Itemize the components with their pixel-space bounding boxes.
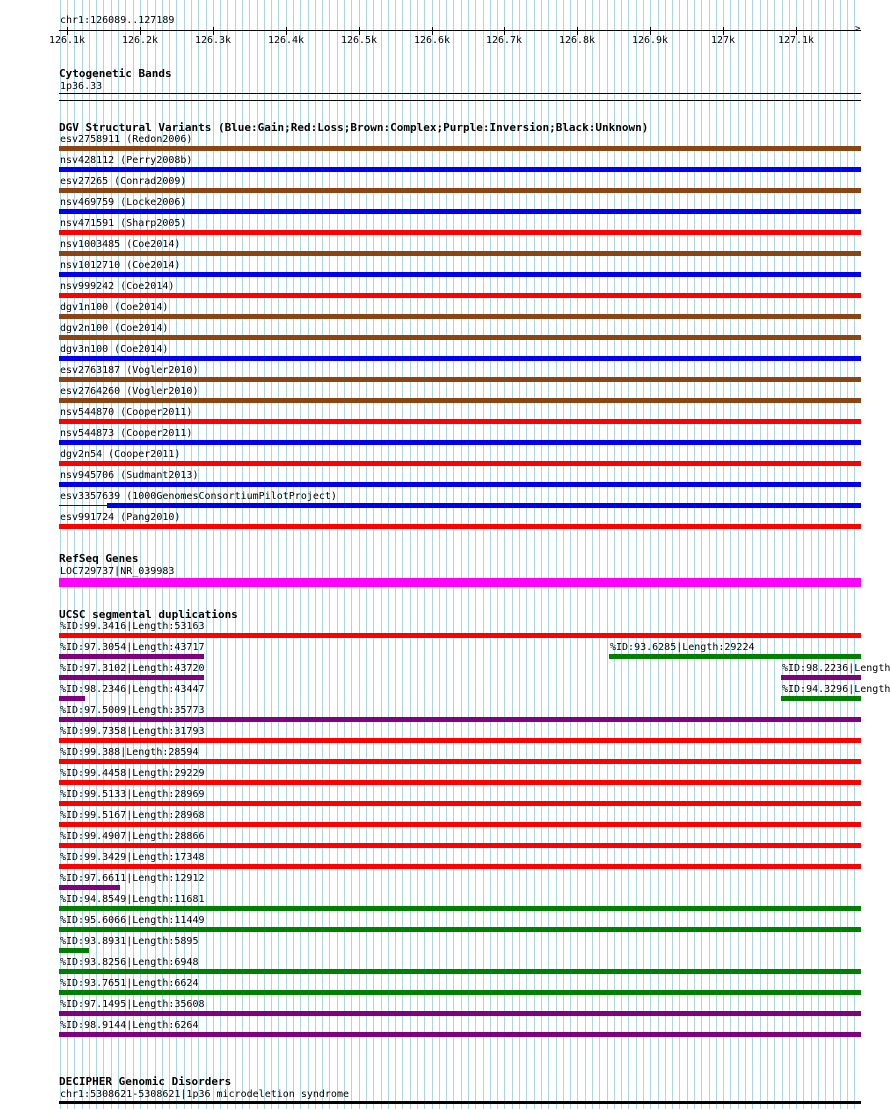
dgv-item-bar[interactable] [59, 167, 861, 172]
ruler-tick [359, 27, 360, 35]
segdup-item-bar[interactable] [59, 822, 861, 827]
ruler-tick [286, 27, 287, 35]
dgv-item-label[interactable]: nsv469759 (Locke2006) [60, 197, 187, 208]
dgv-item-lead-line [59, 505, 107, 506]
dgv-item-label[interactable]: nsv544873 (Cooper2011) [60, 428, 193, 439]
dgv-item-label[interactable]: esv3357639 (1000GenomesConsortiumPilotProject) [60, 491, 337, 502]
ruler-tick-label: 126.1k [48, 35, 86, 46]
refseq-gene-label[interactable]: LOC729737|NR_039983 [60, 566, 175, 577]
segdup-item-label[interactable]: %ID:94.3296|Length [782, 684, 890, 695]
segdup-item-label[interactable]: %ID:97.6611|Length:12912 [60, 873, 205, 884]
segdup-item-label[interactable]: %ID:97.1495|Length:35608 [60, 999, 205, 1010]
segdup-item-bar[interactable] [59, 780, 861, 785]
ruler-tick [577, 27, 578, 35]
segdup-item-bar[interactable] [59, 969, 861, 974]
segdup-item-label[interactable]: %ID:99.7358|Length:31793 [60, 726, 205, 737]
decipher-track-title: DECIPHER Genomic Disorders [59, 1075, 232, 1088]
dgv-item-bar[interactable] [59, 482, 861, 487]
cytoband-track-title: Cytogenetic Bands [59, 67, 172, 80]
dgv-item-label[interactable]: dgv3n100 (Coe2014) [60, 344, 169, 355]
ruler-tick-label: 126.8k [558, 35, 596, 46]
dgv-item-label[interactable]: dgv1n100 (Coe2014) [60, 302, 169, 313]
dgv-item-bar[interactable] [59, 398, 861, 403]
dgv-track-title: DGV Structural Variants (Blue:Gain;Red:Loss;Brown:Complex;Purple:Inversion;Black:Unknown) [59, 121, 649, 134]
dgv-item-bar[interactable] [59, 251, 861, 256]
ruler-tick-label: 126.4k [267, 35, 305, 46]
dgv-item-label[interactable]: nsv1012710 (Coe2014) [60, 260, 181, 271]
ruler-tick-label: 126.3k [194, 35, 232, 46]
ruler-tick [140, 27, 141, 35]
segdup-item-bar[interactable] [59, 843, 861, 848]
ruler-tick [67, 27, 68, 35]
segdup-item-label[interactable]: %ID:98.9144|Length:6264 [60, 1020, 199, 1031]
cytoband-label[interactable]: 1p36.33 [60, 81, 103, 92]
dgv-item-bar[interactable] [59, 146, 861, 151]
ruler-tick [650, 27, 651, 35]
segdup-item-label[interactable]: %ID:97.3102|Length:43720 [60, 663, 205, 674]
dgv-item-bar[interactable] [59, 524, 861, 529]
ruler-tick [432, 27, 433, 35]
dgv-item-label[interactable]: nsv1003485 (Coe2014) [60, 239, 181, 250]
dgv-item-label[interactable]: esv991724 (Pang2010) [60, 512, 181, 523]
dgv-item-bar[interactable] [59, 314, 861, 319]
dgv-item-label[interactable]: esv2758911 (Redon2006) [60, 134, 193, 145]
segdup-item-label[interactable]: %ID:98.2236|Length [782, 663, 890, 674]
dgv-item-bar[interactable] [59, 335, 861, 340]
ruler-tick-label: 126.6k [413, 35, 451, 46]
dgv-item-bar[interactable] [59, 209, 861, 214]
dgv-item-label[interactable]: nsv544870 (Cooper2011) [60, 407, 193, 418]
dgv-item-bar[interactable] [59, 293, 861, 298]
dgv-item-bar[interactable] [59, 188, 861, 193]
segdup-item-label[interactable]: %ID:97.5009|Length:35773 [60, 705, 205, 716]
dgv-item-label[interactable]: dgv2n54 (Cooper2011) [60, 449, 181, 460]
segdup-item-bar[interactable] [59, 906, 861, 911]
segdup-item-bar[interactable] [59, 654, 204, 659]
dgv-item-bar[interactable] [59, 440, 861, 445]
dgv-item-bar[interactable] [59, 272, 861, 277]
decipher-bar[interactable] [59, 1101, 861, 1104]
decipher-item-label[interactable]: chr1:5308621-5308621|1p36 microdeletion syndrome [60, 1089, 349, 1100]
segdup-item-bar[interactable] [781, 696, 861, 701]
dgv-item-label[interactable]: esv2763187 (Vogler2010) [60, 365, 199, 376]
segdup-item-bar[interactable] [781, 675, 861, 680]
refseq-track-title: RefSeq Genes [59, 552, 139, 565]
dgv-item-label[interactable]: nsv471591 (Sharp2005) [60, 218, 187, 229]
ruler-axis-line [59, 30, 861, 31]
segdup-item-label[interactable]: %ID:99.4907|Length:28866 [60, 831, 205, 842]
refseq-gene-bar[interactable] [59, 578, 861, 587]
segdup-track-title: UCSC segmental duplications [59, 608, 238, 621]
dgv-item-bar[interactable] [59, 419, 861, 424]
segdup-item-label[interactable]: %ID:99.5167|Length:28968 [60, 810, 205, 821]
ruler-tick-label: 126.5k [340, 35, 378, 46]
dgv-item-bar[interactable] [59, 230, 861, 235]
cytoband-underline [59, 100, 861, 101]
ruler-tick [504, 27, 505, 35]
segdup-item-label[interactable]: %ID:98.2346|Length:43447 [60, 684, 205, 695]
ruler-tick [723, 27, 724, 35]
dgv-item-label[interactable]: nsv428112 (Perry2008b) [60, 155, 193, 166]
ruler-tick-label: 127k [710, 35, 736, 46]
segdup-item-bar[interactable] [59, 801, 861, 806]
segdup-item-bar[interactable] [59, 1011, 861, 1016]
dgv-item-label[interactable]: dgv2n100 (Coe2014) [60, 323, 169, 334]
dgv-item-label[interactable]: nsv999242 (Coe2014) [60, 281, 175, 292]
ruler-tick [796, 27, 797, 35]
dgv-item-bar[interactable] [59, 356, 861, 361]
segdup-item-bar[interactable] [59, 738, 861, 743]
dgv-item-bar[interactable] [59, 461, 861, 466]
ruler-end-arrow-icon: > [855, 24, 861, 34]
ruler-tick-label: 126.7k [485, 35, 523, 46]
segdup-item-bar[interactable] [59, 864, 861, 869]
segdup-item-bar[interactable] [59, 885, 120, 890]
ruler-tick [213, 27, 214, 35]
dgv-item-label[interactable]: esv27265 (Conrad2009) [60, 176, 187, 187]
segdup-item-label[interactable]: %ID:99.5133|Length:28969 [60, 789, 205, 800]
segdup-item-bar[interactable] [59, 927, 861, 932]
segdup-item-bar[interactable] [59, 1032, 861, 1037]
segdup-item-bar[interactable] [609, 654, 861, 659]
segdup-item-bar[interactable] [59, 948, 89, 953]
segdup-item-label[interactable]: %ID:93.8931|Length:5895 [60, 936, 199, 947]
segdup-item-bar[interactable] [59, 990, 861, 995]
dgv-item-label[interactable]: nsv945706 (Sudmant2013) [60, 470, 199, 481]
segdup-item-bar[interactable] [59, 675, 204, 680]
segdup-item-label[interactable]: %ID:93.8256|Length:6948 [60, 957, 199, 968]
segdup-item-label[interactable]: %ID:94.8549|Length:11681 [60, 894, 205, 905]
ruler-tick-label: 126.2k [121, 35, 159, 46]
ruler-tick-label: 127.1k [777, 35, 815, 46]
segdup-item-bar[interactable] [59, 633, 861, 638]
dgv-item-bar[interactable] [59, 377, 861, 382]
segdup-item-label[interactable]: %ID:99.3416|Length:53163 [60, 621, 205, 632]
ruler-tick-label: 126.9k [631, 35, 669, 46]
segdup-item-bar[interactable] [59, 759, 861, 764]
cytoband-bar[interactable] [59, 93, 861, 94]
dgv-item-label[interactable]: esv2764260 (Vogler2010) [60, 386, 199, 397]
segdup-item-label[interactable]: %ID:99.388|Length:28594 [60, 747, 199, 758]
segdup-item-label[interactable]: %ID:99.4458|Length:29229 [60, 768, 205, 779]
segdup-item-label[interactable]: %ID:97.3054|Length:43717 [60, 642, 205, 653]
segdup-item-bar[interactable] [59, 696, 85, 701]
segdup-item-bar[interactable] [59, 717, 861, 722]
dgv-item-bar[interactable] [107, 503, 861, 508]
segdup-item-label[interactable]: %ID:93.7651|Length:6624 [60, 978, 199, 989]
segdup-item-label[interactable]: %ID:99.3429|Length:17348 [60, 852, 205, 863]
ruler-location-label: chr1:126089..127189 [60, 15, 175, 26]
segdup-item-label[interactable]: %ID:95.6066|Length:11449 [60, 915, 205, 926]
segdup-item-label[interactable]: %ID:93.6285|Length:29224 [610, 642, 755, 653]
